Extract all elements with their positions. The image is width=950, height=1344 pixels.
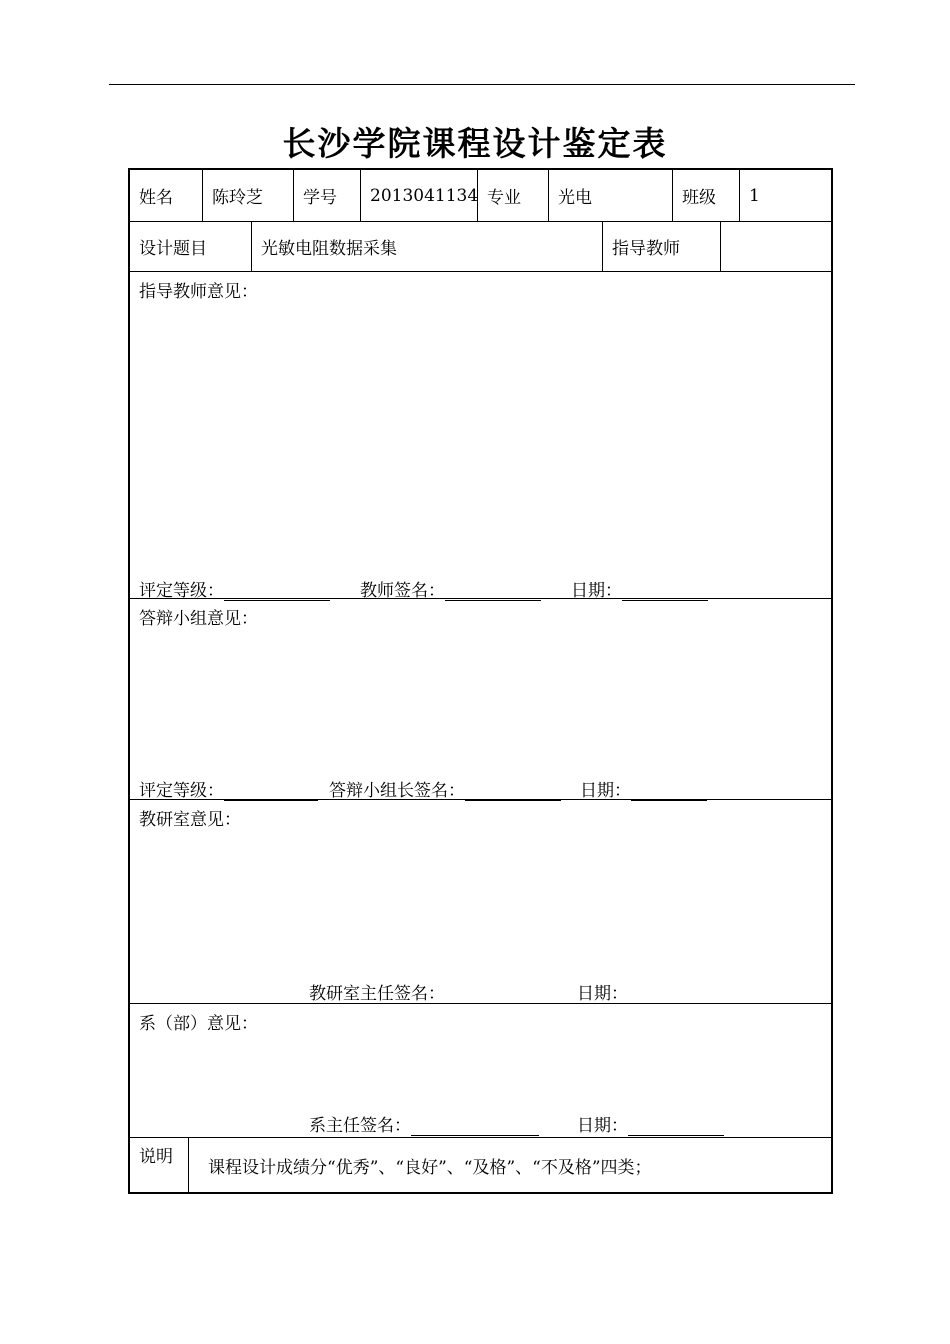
- dept-opinion-section: [130, 1004, 831, 1138]
- office-sign-field[interactable]: [445, 985, 541, 1004]
- advisor-field[interactable]: [721, 222, 831, 271]
- topic-field[interactable]: 光敏电阻数据采集: [252, 222, 603, 271]
- class-field[interactable]: 1: [749, 185, 760, 206]
- advisor-grade: [139, 576, 330, 601]
- student-id-field[interactable]: 2013041134: [361, 170, 478, 221]
- note-row: [130, 1138, 831, 1192]
- office-date-label: 日期：: [577, 984, 628, 1004]
- defense-grade-label: 评定等级：: [139, 781, 224, 801]
- defense-date-label: 日期：: [580, 781, 631, 801]
- major-field[interactable]: 光电: [549, 170, 673, 221]
- defense-grade-field[interactable]: [224, 782, 318, 801]
- dept-opinion-label: 系（部）意见：: [139, 1014, 258, 1034]
- major-label: 专业: [478, 170, 549, 221]
- office-opinion-label: 教研室意见：: [139, 810, 241, 830]
- note-label: 说明: [130, 1138, 189, 1192]
- advisor-date-label: 日期：: [571, 581, 622, 601]
- student-id-label: 学号: [294, 170, 361, 221]
- office-sign-label: 教研室主任签名：: [309, 984, 445, 1004]
- defense-sign-label: 答辩小组长签名：: [329, 781, 465, 801]
- defense-grade: [139, 776, 318, 801]
- advisor-sign-label: 教师签名：: [360, 581, 445, 601]
- dept-sign-field[interactable]: [411, 1117, 539, 1136]
- page-title: 长沙学院课程设计鉴定表: [282, 124, 668, 163]
- advisor-opinion-section: [130, 272, 831, 599]
- name-field[interactable]: 陈玲芝: [203, 170, 294, 221]
- dept-date-label: 日期：: [577, 1116, 628, 1136]
- topic-row: [130, 222, 831, 272]
- defense-opinion-label: 答辩小组意见：: [139, 609, 258, 629]
- student-info-row: [130, 170, 831, 222]
- class-label: 班级: [673, 170, 740, 221]
- advisor-opinion-label: 指导教师意见：: [139, 282, 258, 302]
- dept-date-field[interactable]: [628, 1117, 724, 1136]
- advisor-date: [571, 576, 708, 601]
- dept-signature: [309, 1111, 539, 1136]
- advisor-grade-label: 评定等级：: [139, 581, 224, 601]
- header-rule: [109, 84, 855, 85]
- appraisal-form: [128, 168, 833, 1194]
- defense-signature: [329, 776, 561, 801]
- dept-sign-label: 系主任签名：: [309, 1116, 411, 1136]
- office-opinion-section: [130, 800, 831, 1004]
- advisor-signature: [360, 576, 541, 601]
- defense-date: [580, 776, 707, 801]
- defense-sign-field[interactable]: [465, 782, 561, 801]
- defense-date-field[interactable]: [631, 782, 707, 801]
- advisor-label: 指导教师: [603, 222, 721, 271]
- defense-opinion-section: [130, 599, 831, 800]
- note-text: 课程设计成绩分“优秀”、“良好”、“及格”、“不及格”四类；: [208, 1157, 652, 1178]
- name-label: 姓名: [130, 170, 203, 221]
- office-signature: [309, 979, 541, 1004]
- dept-date: [577, 1111, 724, 1136]
- topic-label: 设计题目: [130, 222, 252, 271]
- office-date-field[interactable]: [628, 985, 724, 1004]
- office-date: [577, 979, 724, 1004]
